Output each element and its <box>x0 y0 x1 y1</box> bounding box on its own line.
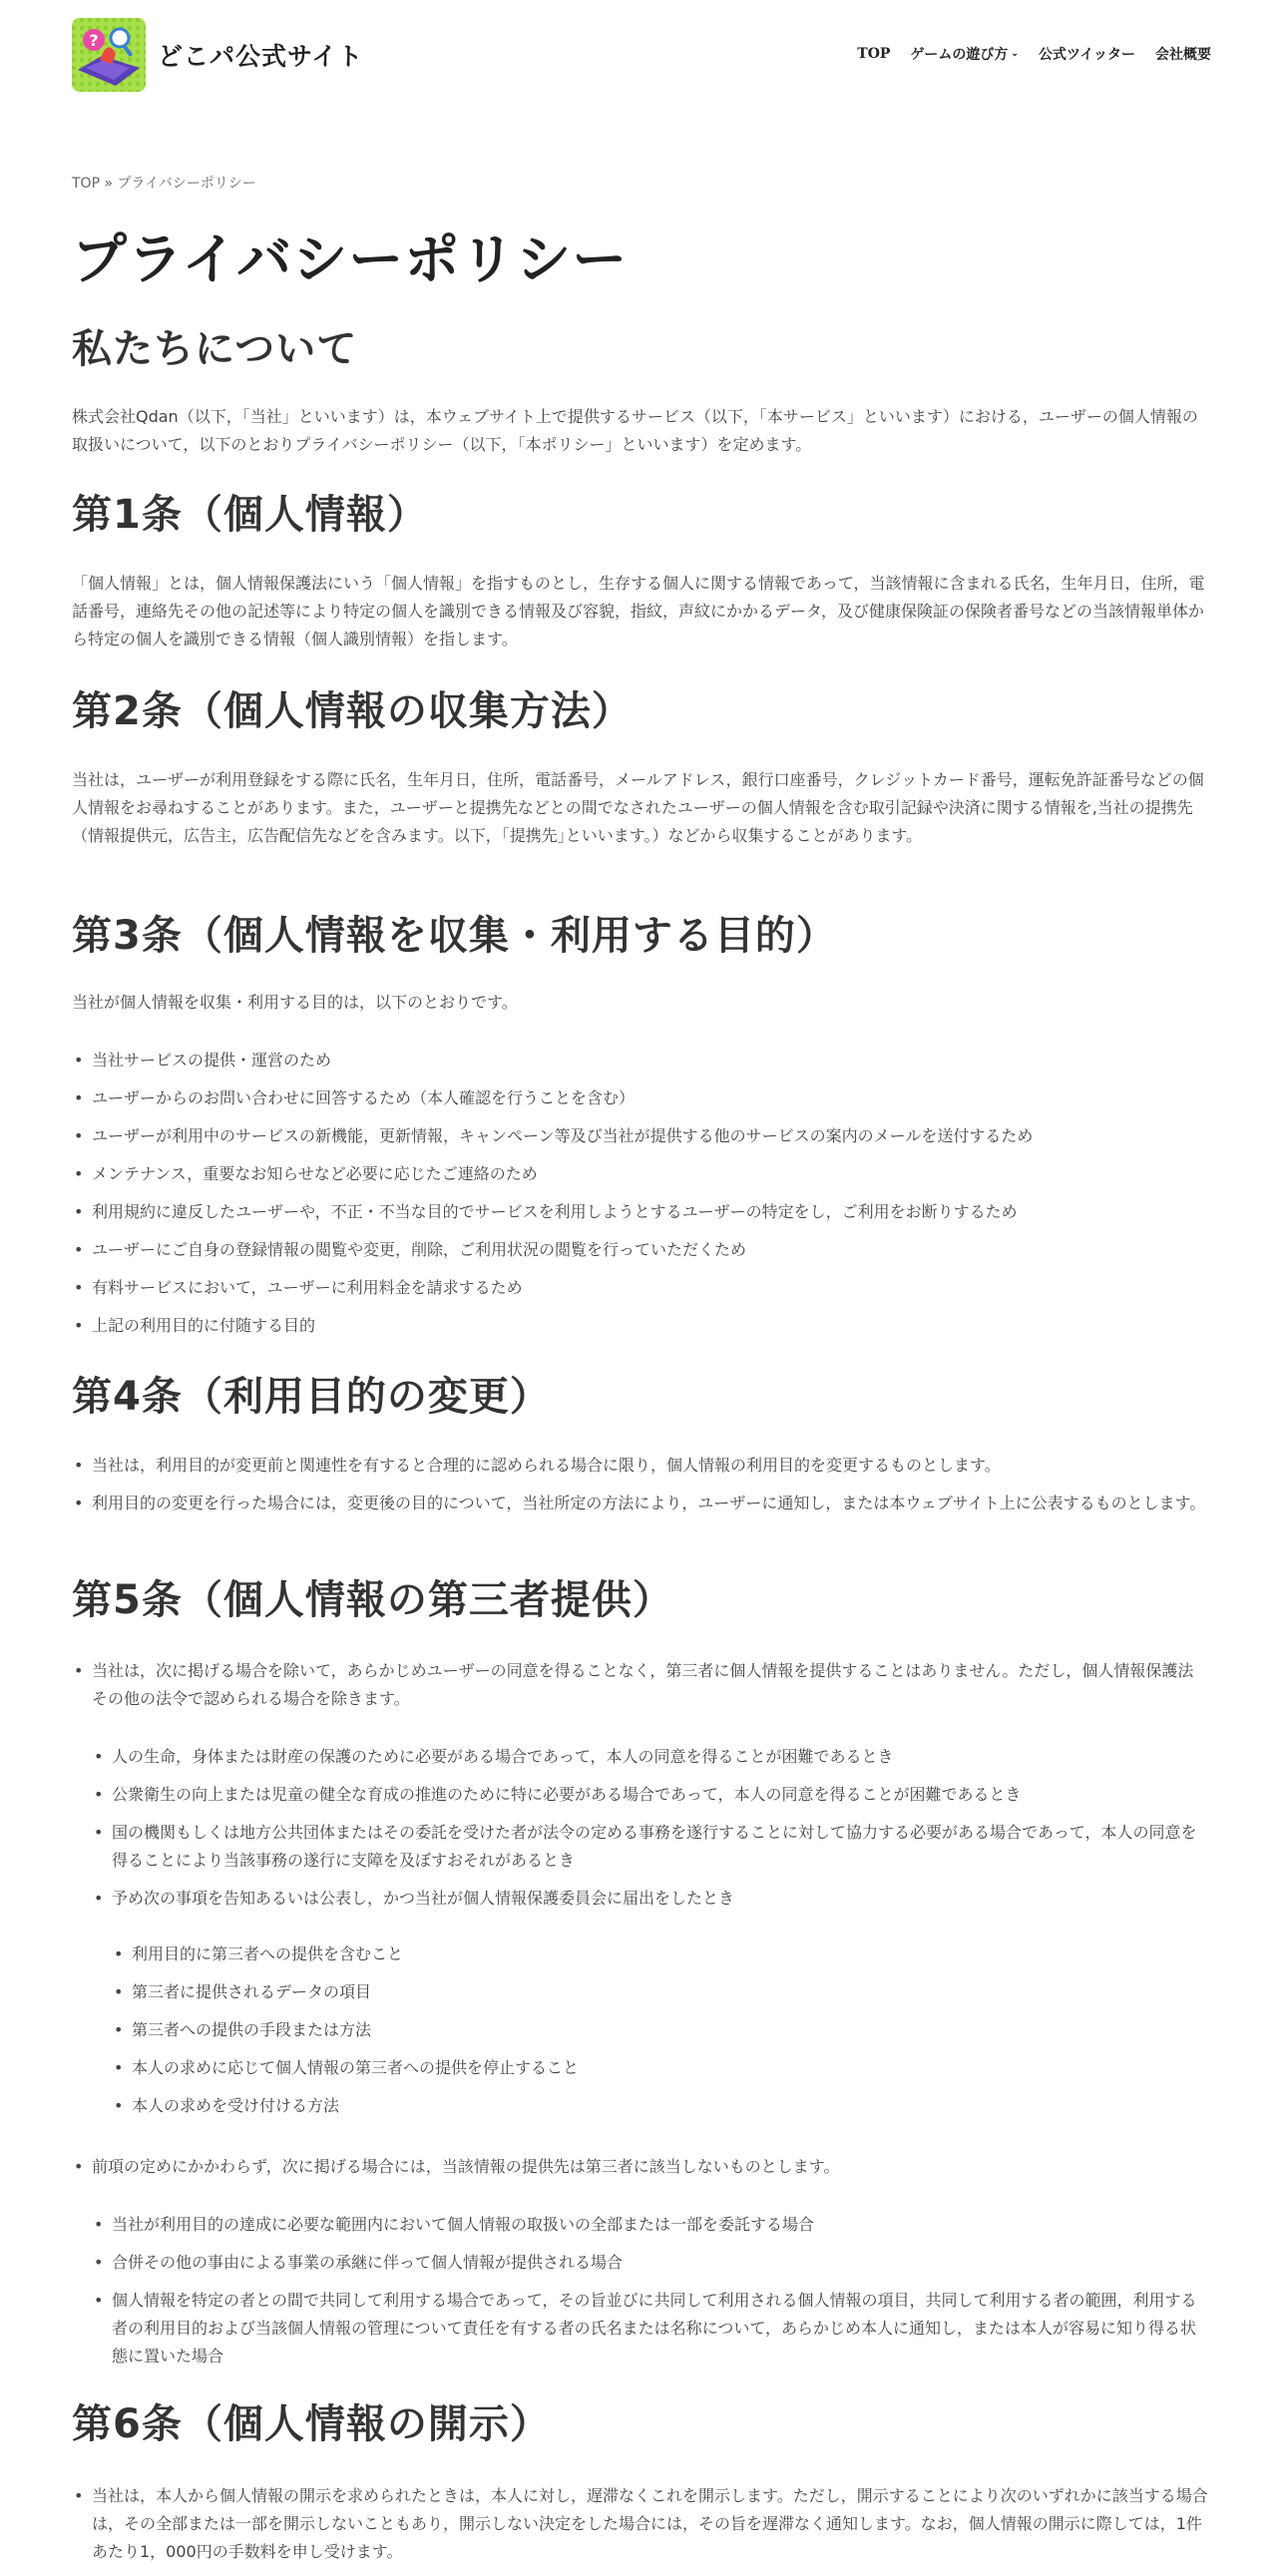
list-item: • 利用規約に違反したユーザーや，不正・不当な目的でサービスを利用しようとするユーザーの特定をし，ご利用をお断りするため <box>72 1198 1209 1226</box>
chevron-down-icon: ⌄ <box>1011 49 1019 59</box>
article-6-list <box>72 2482 1209 2566</box>
article-5-list-2 <box>72 2153 1209 2181</box>
list-item: • 人の生命，身体または財産の保護のために必要がある場合であって，本人の同意を得ることが困難であるとき <box>92 1743 1209 1771</box>
list-item: • 利用目的の変更を行った場合には，変更後の目的について，当社所定の方法により，ユーザーに通知し，または本ウェブサイト上に公表するものとします。 <box>72 1490 1209 1517</box>
breadcrumb-home-link[interactable]: TOP <box>72 176 101 192</box>
article-2-text: 当社は，ユーザーが利用登録をする際に氏名，生年月日，住所，電話番号，メールアドレス，銀行口座番号，クレジットカード番号，運転免許証番号などの個人情報をお尋ねすることがあります。また，ユーザーと提携先などとの間でなされたユーザーの個人情報を含む取引記録や決済に関する情報を,当社の提携先（情報提供元，広告主，広告配信先などを含みます。以下，｢提携先｣といいます。）などから収集することがあります。 <box>72 770 1204 845</box>
main-nav <box>837 44 1211 64</box>
about-text: 株式会社Qdan（以下，「当社」といいます）は，本ウェブサイト上で提供するサービス（以下，「本サービス」といいます）における，ユーザーの個人情報の取扱いについて，以下のとおりプライバシーポリシー（以下，「本ポリシー」といいます）を定めます。 <box>72 407 1198 454</box>
list-item: • 利用目的に第三者への提供を含むこと <box>112 1940 1209 1968</box>
list-item: • 本人の求めを受け付ける方法 <box>112 2092 1209 2120</box>
heading-article-3: 第3条（個人情報を収集・利用する目的） <box>72 913 837 959</box>
heading-article-2: 第2条（個人情報の収集方法） <box>72 688 633 734</box>
list-item: • 当社は，利用目的が変更前と関連性を有すると合理的に認められる場合に限り，個人情報の利用目的を変更するものとします。 <box>72 1452 1209 1480</box>
nav-how-to-play-label: ゲームの遊び方 <box>910 47 1009 63</box>
article-3-list <box>72 1047 1209 1340</box>
nav-official-twitter[interactable] <box>1039 44 1135 64</box>
list-item: • 予め次の事項を告知あるいは公表し，かつ当社が個人情報保護委員会に届出をしたとき <box>92 1885 1209 1913</box>
list-item: • 公衆衛生の向上または児童の健全な育成の推進のために特に必要がある場合であって，本人の同意を得ることが困難であるとき <box>92 1781 1209 1809</box>
article-5-sublist-3 <box>92 2211 1209 2370</box>
list-item: • 合併その他の事由による事業の承継に伴って個人情報が提供される場合 <box>92 2249 1209 2277</box>
list-item: • 当社サービスの提供・運営のため <box>72 1047 1209 1074</box>
site-name[interactable]: どこパ公式サイト <box>158 42 364 71</box>
nav-official-twitter-label: 公式ツイッター <box>1038 47 1135 63</box>
site-logo-link[interactable] <box>72 18 363 92</box>
article-5-sublist-2 <box>112 1940 1209 2120</box>
nav-top[interactable] <box>857 46 890 62</box>
list-item: • ユーザーからのお問い合わせに回答するため（本人確認を行うことを含む） <box>72 1084 1209 1112</box>
nav-company-label: 会社概要 <box>1155 47 1211 63</box>
list-item: • メンテナンス，重要なお知らせなど必要に応じたご連絡のため <box>72 1160 1209 1188</box>
list-item: • 個人情報を特定の者との間で共同して利用する場合であって，その旨並びに共同して利用される個人情報の項目，共同して利用する者の範囲，利用する者の利用目的および当該個人情報の管理について責任を有する者の氏名または名称について，あらかじめ本人に通知し，または本人が容易に知り得る状態に置いた場合 <box>92 2287 1209 2370</box>
list-item: • ユーザーが利用中のサービスの新機能，更新情報，キャンペーン等及び当社が提供する他のサービスの案内のメールを送付するため <box>72 1122 1209 1150</box>
heading-article-1: 第1条（個人情報） <box>72 492 428 538</box>
heading-about: 私たちについて <box>72 326 358 372</box>
list-item: • 当社は，次に掲げる場合を除いて，あらかじめユーザーの同意を得ることなく，第三者に個人情報を提供することはありません。ただし，個人情報保護法その他の法令で認められる場合を除きます。 <box>72 1657 1209 1713</box>
svg-text:?: ? <box>89 31 99 50</box>
list-item: • 国の機関もしくは地方公共団体またはその委託を受けた者が法令の定める事務を遂行することに対して協力する必要がある場合であって，本人の同意を得ることにより当該事務の遂行に支障を及ぼすおそれがあるとき <box>92 1819 1209 1875</box>
list-item: • 有料サービスにおいて，ユーザーに利用料金を請求するため <box>72 1274 1209 1302</box>
list-item: • 上記の利用目的に付随する目的 <box>72 1312 1209 1340</box>
site-logo-icon[interactable] <box>72 18 146 92</box>
article-4-list <box>72 1452 1209 1517</box>
page-title: プライバシーポリシー <box>72 227 629 291</box>
list-item: • 本人の求めに応じて個人情報の第三者への提供を停止すること <box>112 2054 1209 2082</box>
list-item: • 当社が利用目的の達成に必要な範囲内において個人情報の取扱いの全部または一部を委託する場合 <box>92 2211 1209 2239</box>
list-item: • 当社は，本人から個人情報の開示を求められたときは，本人に対し，遅滞なくこれを開示します。ただし，開示することにより次のいずれかに該当する場合は，その全部または一部を開示しないこともあり，開示しない決定をした場合には，その旨を遅滞なく通知します。なお，個人情報の開示に際しては，1件あたり1，000円の手数料を申し受けます。 <box>72 2482 1209 2566</box>
article-1-text: 「個人情報」とは，個人情報保護法にいう「個人情報」を指すものとし，生存する個人に関する情報であって，当該情報に含まれる氏名，生年月日，住所，電話番号，連絡先その他の記述等により特定の個人を識別できる情報及び容貌，指紋，声紋にかかるデータ，及び健康保険証の保険者番号などの当該情報単体から特定の個人を識別できる情報（個人識別情報）を指します。 <box>72 574 1205 648</box>
heading-article-5: 第5条（個人情報の第三者提供） <box>72 1577 673 1623</box>
list-item: • 第三者への提供の手段または方法 <box>112 2016 1209 2044</box>
article-3-intro: 当社が個人情報を収集・利用する目的は，以下のとおりです。 <box>72 993 518 1012</box>
heading-article-4: 第4条（利用目的の変更） <box>72 1374 551 1420</box>
article-5-list-1 <box>72 1657 1209 1713</box>
nav-how-to-play[interactable] <box>910 44 1019 64</box>
site-header <box>0 0 1281 110</box>
list-item: • 第三者に提供されるデータの項目 <box>112 1978 1209 2006</box>
nav-company[interactable] <box>1155 44 1211 64</box>
breadcrumb <box>72 173 256 193</box>
article-5-sublist-1 <box>92 1743 1209 1913</box>
breadcrumb-current: プライバシーポリシー <box>117 176 256 192</box>
list-item: • ユーザーにご自身の登録情報の閲覧や変更，削除，ご利用状況の閲覧を行っていただくため <box>72 1236 1209 1264</box>
breadcrumb-separator: » <box>104 176 114 192</box>
nav-top-label: TOP <box>857 46 891 62</box>
list-item: • 前項の定めにかかわらず，次に掲げる場合には，当該情報の提供先は第三者に該当しないものとします。 <box>72 2153 1209 2181</box>
heading-article-6: 第6条（個人情報の開示） <box>72 2401 551 2447</box>
